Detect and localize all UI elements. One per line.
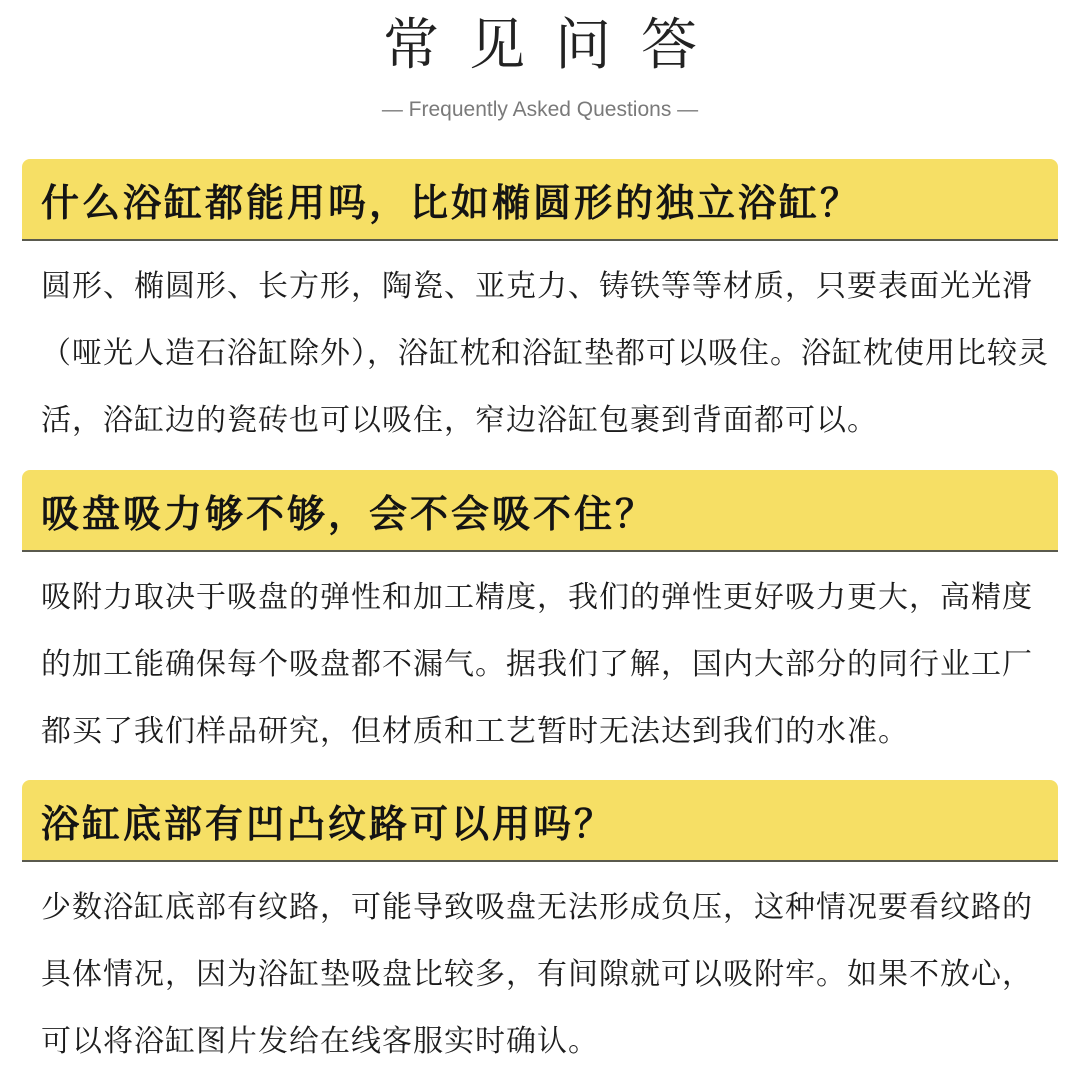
- faq-item-textured-bottom: [22, 780, 1058, 1075]
- faq-item-suction-strength: [22, 470, 1058, 765]
- faq-question-bar: [22, 159, 1058, 241]
- faq-item-bathtub-compatibility: [22, 159, 1058, 454]
- faq-question-text: 吸盘吸力够不够，会不会吸不住？: [41, 491, 657, 536]
- faq-question-bar: [22, 780, 1058, 862]
- faq-question-text: 浴缸底部有凹凸纹路可以用吗？: [41, 801, 616, 846]
- page-title: 常见问答: [383, 13, 727, 78]
- faq-answer-text: 吸附力取决于吸盘的弹性和加工精度，我们的弹性更好吸力更大，高精度的加工能确保每个吸盘都不漏气。据我们了解，国内大部分的同行业工厂都买了我们样品研究，但材质和工艺暂时无法达到我们的水准。: [41, 580, 1033, 749]
- faq-question-text: 什么浴缸都能用吗，比如椭圆形的独立浴缸？: [41, 180, 862, 225]
- faq-answer-text: 少数浴缸底部有纹路，可能导致吸盘无法形成负压，这种情况要看纹路的具体情况，因为浴缸垫吸盘比较多，有间隙就可以吸附牢。如果不放心，可以将浴缸图片发给在线客服实时确认。: [41, 890, 1033, 1059]
- faq-answer-text: 圆形、椭圆形、长方形，陶瓷、亚克力、铸铁等等材质，只要表面光光滑（哑光人造石浴缸除外），浴缸枕和浴缸垫都可以吸住。浴缸枕使用比较灵活，浴缸边的瓷砖也可以吸住，窄边浴缸包裹到背面都可以。: [41, 269, 1049, 438]
- faq-answer: [22, 862, 1058, 1075]
- faq-answer: [22, 241, 1058, 454]
- page-subtitle: — Frequently Asked Questions —: [381, 98, 699, 121]
- faq-answer: [22, 552, 1058, 765]
- faq-question-bar: [22, 470, 1058, 552]
